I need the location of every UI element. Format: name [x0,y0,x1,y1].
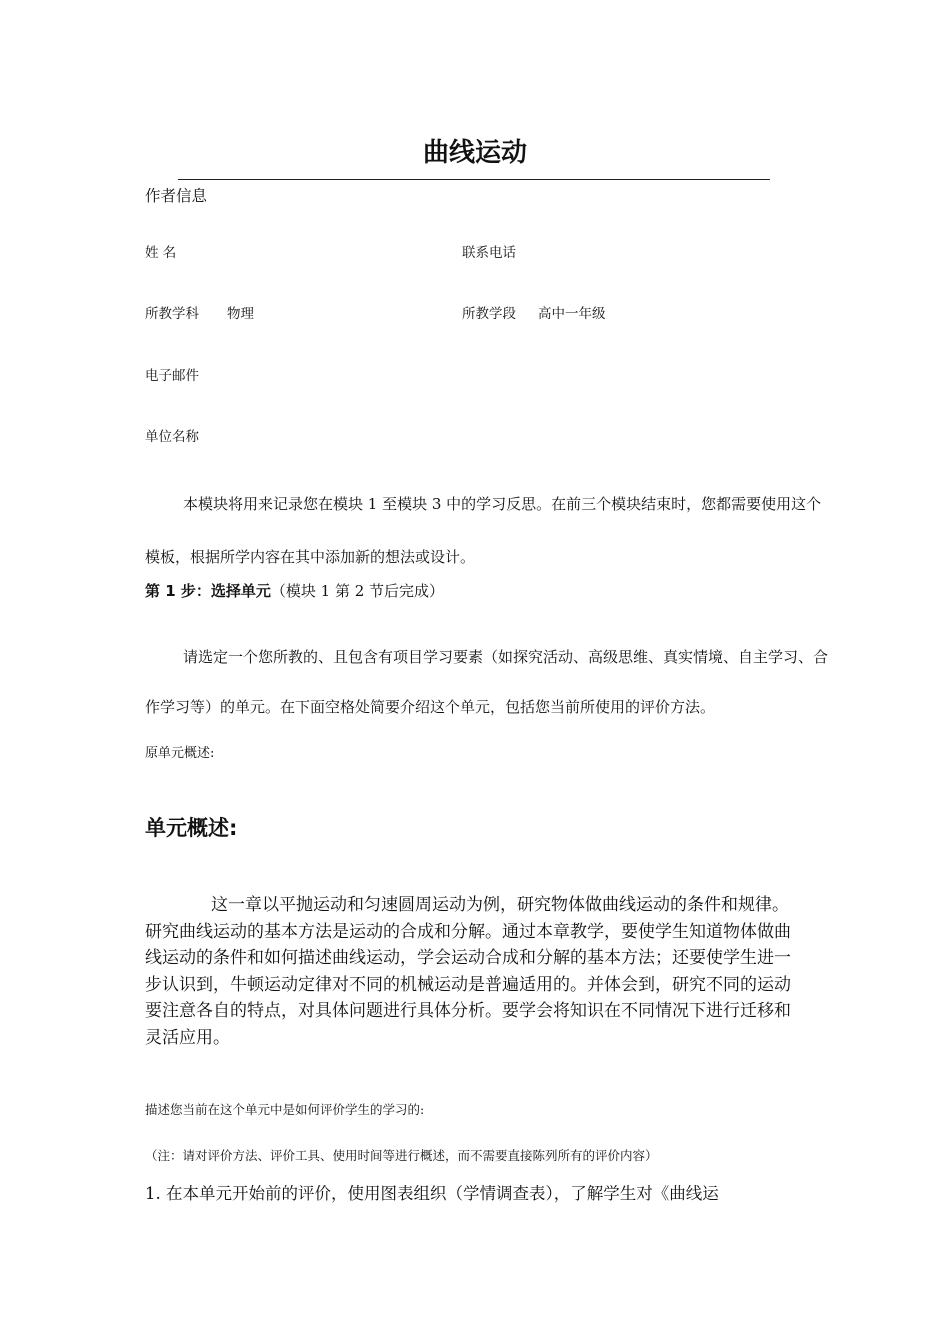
org-field [145,425,199,445]
original-overview-label: 原单元概述: [145,746,215,761]
title-underline [178,179,770,180]
name-field [145,241,176,261]
unit-overview-body: 这一章以平抛运动和匀速圆周运动为例，研究物体做曲线运动的条件和规律。研究曲线运动的基本方法是运动的合成和分解。通过本章教学，要使学生知道物体做曲线运动的条件和如何描述曲线运动，学会运动合成和分解的基本方法；还要使学生进一步认识到，牛顿运动定律对不同的机械运动是普遍适用的。并体会到，研究不同的运动要注意各自的特点，对具体问题进行具体分析。要学会将知识在不同情况下进行迁移和灵活应用。 [145,895,791,1048]
subject-label: 所教学科 [145,306,199,322]
subject-field [145,302,254,322]
grade-label: 所教学段 [462,306,516,322]
assessment-note: （注：请对评价方法、评价工具、使用时间等进行概述，而不需要直接陈列所有的评价内容） [145,1148,658,1163]
step1-note: （模块 1 第 2 节后完成） [270,582,445,600]
phone-field [462,241,516,261]
step1-description: 请选定一个您所教的、且包含有项目学习要素（如探究活动、高级思维、真实情境、自主学习、合作学习等）的单元。在下面空格处简要介绍这个单元，包括您当前所使用的评价方法。 [145,648,829,716]
grade-field [462,302,606,322]
assessment-prompt: 描述您当前在这个单元中是如何评价学生的学习的: [145,1102,425,1117]
org-label: 单位名称 [145,429,199,445]
assessment-item-1: 1. 在本单元开始前的评价，使用图表组织（学情调查表），了解学生对《曲线运 [145,1184,719,1203]
subject-value: 物理 [227,306,254,322]
document-title: 曲线运动 [422,138,527,168]
step1-label: 第 1 步：选择单元 [145,582,271,600]
email-label: 电子邮件 [145,368,199,384]
email-field [145,364,199,384]
grade-value: 高中一年级 [538,306,606,322]
step1-heading [145,580,444,601]
intro-paragraph: 本模块将用来记录您在模块 1 至模块 3 中的学习反思。在前三个模块结束时，您都需要使用这个模板，根据所学内容在其中添加新的想法或设计。 [145,495,822,566]
author-info-heading: 作者信息 [145,187,208,205]
phone-label: 联系电话 [462,245,516,261]
name-label: 姓 名 [145,245,177,261]
unit-overview-heading: 单元概述: [145,816,238,840]
